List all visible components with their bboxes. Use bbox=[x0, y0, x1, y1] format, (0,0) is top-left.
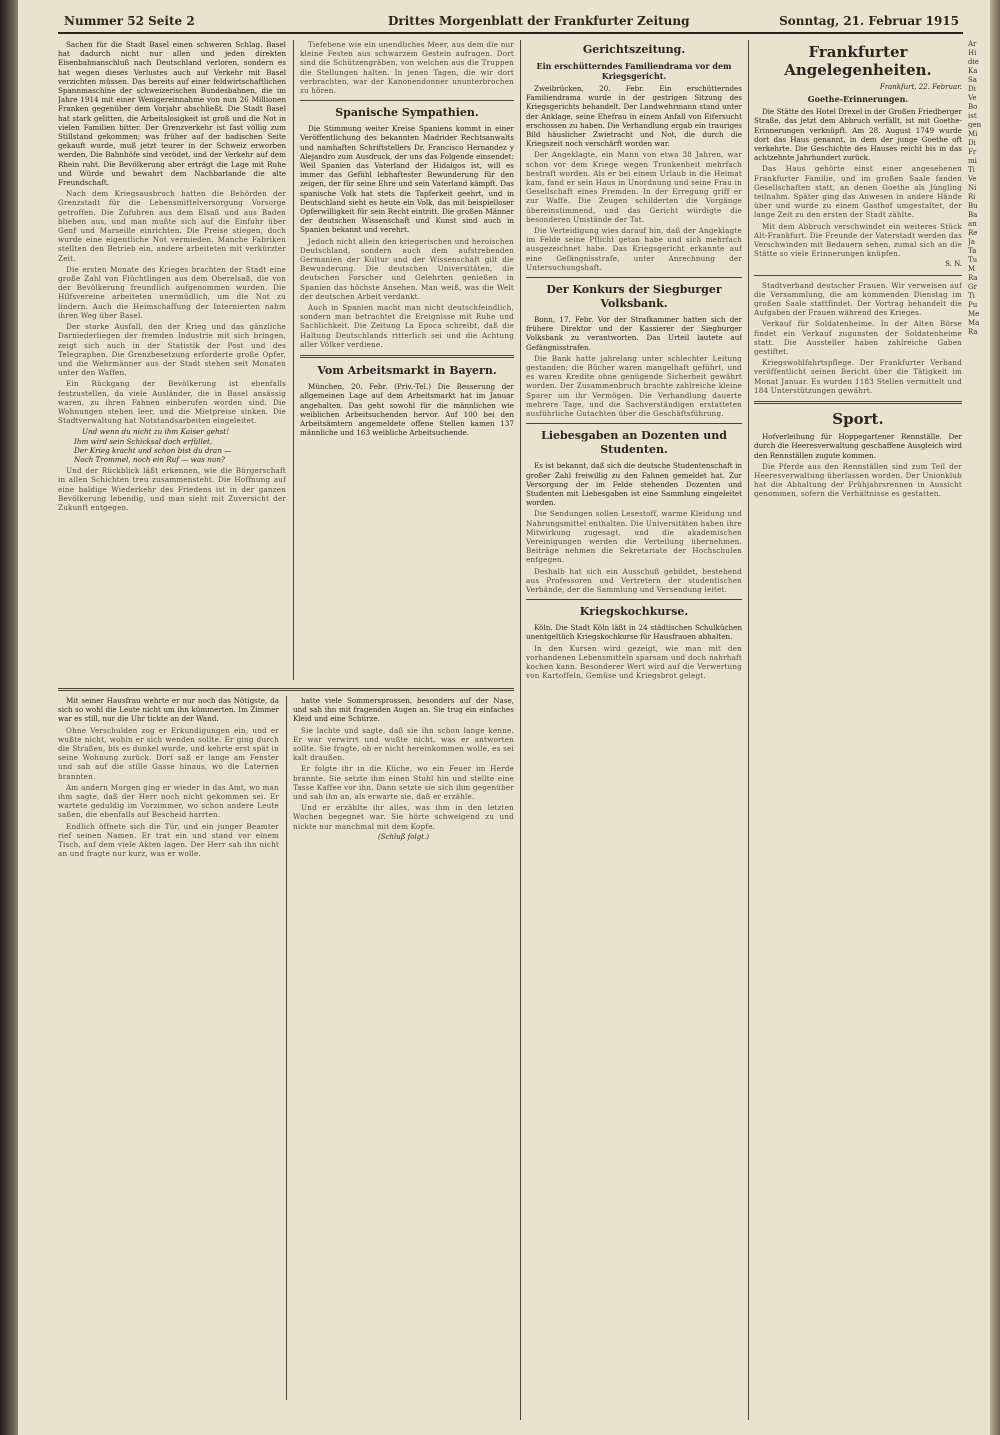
article-court-text: Zweibrücken, 20. Febr. Ein erschütterndes Familiendrama wurde in der gestrigen Sitzung des Kriegsgerichts behandelt. Der Landwehrmann stand unter der Anklage, seine Ehefrau in einem Anfall von Eifersucht erschossen zu haben. Die Verhandlung ergab ein trauriges Bild häuslicher Zwietracht und Not, die durch die Kriegszeit noch verschärft worden war. bbox=[526, 84, 742, 149]
column-court: Gerichtszeitung. Ein erschütterndes Familiendrama vor dem Kriegsgericht. Zweibrücken, 20. Febr. Ein erschütterndes Familiendrama wurde in der gestrigen Sitzung des Kriegsgerichts behandelt. Der Landwehrmann stand unter der Anklage, seine Ehefrau in einem Anfall von Eifersucht erschossen zu haben. Die Verhandlung ergab ein trauriges Bild häuslicher Zwietracht und Not, die durch die Kriegszeit noch verschärft worden war. Der Angeklagte, ein Mann von etwa 38 Jahren, war schon vor dem Kriege wegen Trunkenheit mehrfach bestraft worden. Als er bei einem Urlaub in die Heimat kam, fand er sein Haus in Unordnung und seine Frau in Gesellschaft eines Fremden. In der Erregung griff er zur Waffe. Die Zeugen schilderten die Vorgänge übereinstimmend, und das Gericht würdigte die besonderen Umstände der Tat. Die Verteidigung wies darauf hin, daß der Angeklagte im Felde seine Pflicht getan habe und sich mehrfach ausgezeichnet habe. Das Kriegsgericht erkannte auf eine Gefängnisstrafe, unter Anrechnung der Untersuchungshaft. Der Konkurs der Siegburger Volksbank. Bonn, 17. Febr. Vor der Strafkammer hatten sich der frühere Direktor und der Kassierer der Siegburger Volksbank zu verantworten. Das Urteil lautete auf Gefängnisstrafen. Die Bank hatte jahrelang unter schlechter Leitung gestanden; die Bücher waren mangelhaft geführt, und es waren Kredite ohne genügende Sicherheit gewährt worden. Der Zusammenbruch brachte zahlreiche kleine Sparer um ihr Vermögen. Die Verhandlung dauerte mehrere Tage, und die Sachverständigen erstatteten ausführliche Gutachten über die Geschäftsführung. Liebesgaben an Dozenten und Studenten. Es ist bekannt, daß sich die deutsche Studentenschaft in großer Zahl freiwillig zu den Fahnen gemeldet hat. Zur Versorgung der im Felde stehenden Dozenten und Studenten mit Liebesgaben ist eine Sammlung eingeleitet worden. Die Sendungen sollen Lesestoff, warme Kleidung und Nahrungsmittel enthalten. Die Universitäten haben ihre Mitwirkung zugesagt, und die akademischen Vereinigungen werden die Verteilung übernehmen. Beiträge nehmen die Sekretariate der Hochschulen entgegen. Deshalb hat sich ein Ausschuß gebildet, bestehend aus Professoren und Vertretern der studentischen Verbände, der die Sammlung und Versendung leitet. Kriegskochkurse. Köln. Die Stadt Köln läßt in 24 städtischen Schulküchen unentgeltlich Kriegskochkurse für Hausfrauen abhalten. In den Kursen wird gezeigt, wie man mit den vorhandenen Lebensmitteln sparsam und doch nahrhaft kochen kann. Besonderer Wert wird auf die Verwertung von Kartoffeln, Gemüse und Kriegsbrot gelegt. bbox=[526, 43, 742, 681]
section-title-sport: Sport. bbox=[832, 410, 884, 429]
article-title-gifts: Liebesgaben an Dozenten und Studenten. bbox=[541, 429, 727, 457]
article-title-court: Gerichtszeitung. bbox=[582, 43, 686, 56]
article-subtitle-goethe: Goethe-Erinnerungen. bbox=[807, 94, 909, 105]
signature: S. N. bbox=[945, 260, 962, 269]
article-title-spain: Spanische Sympathien. bbox=[335, 106, 479, 120]
book-binding bbox=[0, 0, 18, 1435]
article-basel-text: Sachen für die Stadt Basel einen schweren Schlag. Basel hat dadurch nicht nur allen und jeden direkten Eisenbahnanschluß nach Deutschland verloren, sondern es hat wegen dieses Verlustes auch auf Verkehr mit Basel verzichten müssen. Das bereits auf einer feldwirtschaftlichen Spannmaschine der schweizerischen Bundesbahnen, die im Jahre 1914 mit einer Wenigereinnahme von nun 26 Millionen Franken gegenüber dem Vorjahr abschließt. Die Stadt Basel hat stark gelitten, die Arbeitslosigkeit ist groß und die Not in vielen Familien bitter. Der Grenzverkehr ist fast völlig zum Stillstand gekommen; was früher auf der badischen Seite gekauft wurde, muß jetzt teurer in der Schweiz erworben werden. Die Bahnhöfe sind verödet, und der Verkehr auf dem Rhein ruht. Die Bevölkerung aber erträgt die Lage mit Ruhe und Würde und bewahrt dem Nachbarlande die alte Freundschaft. bbox=[58, 40, 286, 188]
article-spain-text: Die Stimmung weiter Kreise Spaniens kommt in einer Veröffentlichung des bekannten Madrider Rechtsanwalts und namhaften Schriftstellers Dr. Francisco Hernandez y Alejandro zum Ausdruck, der uns das Folgende einsendet: Weil Spanien das Vaterland der Hidalgos ist, will es immer das Gefühl lebhaftester Bewunderung für den zeigen, der für seine Ehre und sein Vaterland kämpft. Das spanische Volk hat stets die Tapferkeit geehrt, und in Deutschland sieht es heute ein Volk, das mit beispielloser Opferwilligkeit für sein Recht eintritt. Die großen Männer der deutschen Wissenschaft und Kunst sind auch in Spanien bekannt und verehrt. bbox=[300, 124, 514, 235]
article-cooking-text: Köln. Die Stadt Köln läßt in 24 städtischen Schulküchen unentgeltlich Kriegskochkurse für Hausfrauen abhalten. bbox=[526, 623, 742, 642]
page-header bbox=[58, 10, 963, 34]
feuilleton: Mit seiner Hausfrau wehrte er nur noch das Nötigste, da sich so wohl die Leute nicht um ihn kümmerten. Im Zimmer war es still, nur die Uhr tickte an der Wand. Ohne Verschulden zog er Erkundigungen ein, und er wußte nicht, wohin er sich wenden sollte. Er ging durch die Straßen, bis es dunkel wurde, und kehrte erst spät in seine Wohnung zurück. Dort saß er lange am Fenster und sah auf die stille Gasse hinaus, wo die Laternen brannten. Am andern Morgen ging er wieder in das Amt, wo man ihm sagte, daß der Herr noch nicht gekommen sei. Er wartete geduldig im Vorzimmer, wo schon andere Leute saßen, die ebenfalls auf Bescheid harrten. Endlich öffnete sich die Tür, und ein junger Beamter rief seinen Namen. Er trat ein und stand vor einem Tisch, auf dem viele Akten lagen. Der Herr sah ihn nicht an und fragte nur kurz, was er wolle. hatte viele Sommersprossen, besonders auf der Nase, und sah ihn mit fragenden Augen an. Sie trug ein einfaches Kleid und eine Schürze. Sie lachte und sagte, daß sie ihn schon lange kenne. Er war verwirrt und wußte nicht, was er antworten sollte. Sie fragte, ob er nicht hereinkommen wolle, es sei kalt draußen. Er folgte ihr in die Küche, wo ein Feuer im Herde brannte. Sie setzte ihm einen Stuhl hin und stellte eine Tasse Kaffee vor ihn. Dann setzte sie sich ihm gegenüber und sah ihn an, als erwarte sie, daß er erzähle. Und er erzählte ihr alles, was ihm in den letzten Wochen begegnet war. Sie hörte schweigend zu und nickte nur manchmal mit dem Kopfe. (Schluß folgt.) bbox=[58, 696, 514, 859]
dateline: Frankfurt, 22. Februar. bbox=[879, 83, 962, 91]
article-labor-text: München, 20. Febr. (Priv.-Tel.) Die Besserung der allgemeinen Lage auf dem Arbeitsmarkt hat im Januar angehalten. Das geht sowohl für die männlichen wie weiblichen Arbeitsuchenden hervor. Auf 100 bei den Arbeitsämtern angemeldete offene Stellen kamen 137 männliche und 163 weibliche Arbeitsuchende. bbox=[300, 382, 514, 438]
article-title-labor: Vom Arbeitsmarkt in Bayern. bbox=[317, 364, 497, 378]
article-goethe-text: Die Stätte des Hotel Drexel in der Großen Friedberger Straße, das jetzt dem Abbruch verfällt, ist mit Goethe-Erinnerungen verknüpft. Am 28. August 1749 wurde dort das Haus genannt, in dem der junge Goethe oft verkehrte. Die Geschichte des Hauses reicht bis in das achtzehnte Jahrhundert zurück. bbox=[754, 107, 962, 163]
feuilleton-right-text: hatte viele Sommersprossen, besonders auf der Nase, und sah ihn mit fragenden Augen an. Sie trug ein einfaches Kleid und eine Schürze. bbox=[293, 696, 514, 724]
article-title-cooking: Kriegskochkurse. bbox=[579, 605, 689, 619]
section-title-frankfurt: Frankfurter Angelegenheiten. bbox=[784, 43, 932, 79]
issue-date: Sonntag, 21. Februar 1915 bbox=[779, 14, 959, 28]
article-gifts-text: Es ist bekannt, daß sich die deutsche Studentenschaft in großer Zahl freiwillig zu den Fahnen gemeldet hat. Zur Versorgung der im Felde stehenden Dozenten und Studenten mit Liebesgaben ist eine Sammlung eingeleitet worden. bbox=[526, 461, 742, 508]
newspaper-page bbox=[18, 0, 990, 1435]
column-spain: Tiefebene wie ein unendliches Meer, aus dem die nur kleine Festen aus schwarzem Gestein aufragen. Dort sind die Schützengräben, von welchen aus die Truppen die Stellungen halten. In jenen Tagen, die wir dort verbrachten, war der Kanonendonner ununterbrochen zu hören. Spanische Sympathien. Die Stimmung weiter Kreise Spaniens kommt in einer Veröffentlichung des bekannten Madrider Rechtsanwalts und namhaften Schriftstellers Dr. Francisco Hernandez y Alejandro zum Ausdruck, der uns das Folgende einsendet: Weil Spanien das Vaterland der Hidalgos ist, will es immer das Gefühl lebhaftester Bewunderung für den zeigen, der für seine Ehre und sein Vaterland kämpft. Das spanische Volk hat stets die Tapferkeit geehrt, und in Deutschland sieht es heute ein Volk, das mit beispielloser Opferwilligkeit für sein Recht eintritt. Die großen Männer der deutschen Wissenschaft und Kunst sind auch in Spanien bekannt und verehrt. Jedoch nicht allein den kriegerischen und heroischen Deutschland, sondern auch dem aufstrebenden Germanien der Kultur und der Wissenschaft gilt die Bewunderung. Die deutschen Universitäten, die deutschen Forscher und Gelehrten genießen in Spanien das höchste Ansehen. Man weiß, was die Welt der deutschen Arbeit verdankt. Auch in Spanien macht man nicht deutschfeindlich, sondern man betrachtet die Ereignisse mit Ruhe und Sachlichkeit. Die Zeitung La Epoca schreibt, daß die Haltung Deutschlands ritterlich sei und die Achtung aller Völker verdiene. Vom Arbeitsmarkt in Bayern. München, 20. Febr. (Priv.-Tel.) Die Besserung der allgemeinen Lage auf dem Arbeitsmarkt hat im Januar angehalten. Das geht sowohl für die männlichen wie weiblichen Arbeitsuchenden hervor. Auf 100 bei den Arbeitsämtern angemeldete offene Stellen kamen 137 männliche und 163 weibliche Arbeitsuchende. bbox=[300, 40, 514, 438]
issue-number: Nummer 52 Seite 2 bbox=[64, 14, 195, 28]
column-frankfurt: Frankfurter Angelegenheiten. Frankfurt, 22. Februar. Goethe-Erinnerungen. Die Stätte des Hotel Drexel in der Großen Friedberger Straße, das jetzt dem Abbruch verfällt, ist mit Goethe-Erinnerungen verknüpft. Am 28. August 1749 wurde dort das Haus genannt, in dem der junge Goethe oft verkehrte. Die Geschichte des Hauses reicht bis in das achtzehnte Jahrhundert zurück. Das Haus gehörte einst einer angesehenen Frankfurter Familie, und im großen Saale fanden Gesellschaften statt, an denen Goethe als Jüngling teilnahm. Später ging das Anwesen in andere Hände über und wurde zu einem Gasthof umgestaltet, der lange Zeit zu den ersten der Stadt zählte. Mit dem Abbruch verschwindet ein weiteres Stück Alt-Frankfurt. Die Freunde der Vaterstadt werden das Verschwinden mit Bedauern sehen, zumal sich an die Stätte so viele Erinnerungen knüpfen. S. N. Stadtverband deutscher Frauen. Wir verweisen auf die Versammlung, die am kommenden Dienstag im großen Saale stattfindet. Der Vortrag behandelt die Aufgaben der Frauen während des Krieges. Verkauf für Soldatenheime. In der Alten Börse findet ein Verkauf zugunsten der Soldatenheime statt. Die Aussteller haben zahlreiche Gaben gestiftet. Kriegswohlfahrtspflege. Der Frankfurter Verband veröffentlicht seinen Bericht über die Tätigkeit im Monat Januar. Es wurden 1183 Stellen vermittelt und 184 Unterstützungen gewährt. Sport. Hofverleihung für Hoppegartener Rennställe. Der durch die Heeresverwaltung geschaffene Ausgleich wird den Rennställen zugute kommen. Die Pferde aus den Rennställen sind zum Teil der Heeresverwaltung überlassen worden. Der Unionklub hat die Abhaltung der Frühjahrsrennen in Aussicht genommen, sofern die Verhältnisse es gestatten. bbox=[754, 43, 962, 499]
article-title-bank: Der Konkurs der Siegburger Volksbank. bbox=[546, 283, 722, 311]
article-sport-text: Hofverleihung für Hoppegartener Rennställe. Der durch die Heeresverwaltung geschaffene Ausgleich wird den Rennställen zugute kommen. bbox=[754, 432, 962, 460]
to-be-continued: (Schluß folgt.) bbox=[378, 832, 429, 841]
article-bank-text: Bonn, 17. Febr. Vor der Strafkammer hatten sich der frühere Direktor und der Kassierer der Siegburger Volksbank zu verantworten. Das Urteil lautete auf Gefängnisstrafen. bbox=[526, 315, 742, 352]
feuilleton-left-text: Mit seiner Hausfrau wehrte er nur noch das Nötigste, da sich so wohl die Leute nicht um ihn kümmerten. Im Zimmer war es still, nur die Uhr tickte an der Wand. bbox=[58, 696, 279, 724]
adjacent-page-strip: Ar Hi die Ka Sa Di Ve Bo ist gen Mi Di Fr mi Ti Ve Ni Ri Bu Ba an Re Ja Ta Tu M Ra Gr Ti Pu Me Ma Ra bbox=[968, 40, 982, 336]
column-basel: Sachen für die Stadt Basel einen schweren Schlag. Basel hat dadurch nicht nur allen und jeden direkten Eisenbahnanschluß nach Deutschland verloren, sondern es hat wegen dieses Verlustes auch auf Verkehr mit Basel verzichten müssen. Das bereits auf einer feldwirtschaftlichen Spannmaschine der schweizerischen Bundesbahnen, die im Jahre 1914 mit einer Wenigereinnahme von nun 26 Millionen Franken gegenüber dem Vorjahr abschließt. Die Stadt Basel hat stark gelitten, die Arbeitslosigkeit ist groß und die Not in vielen Familien bitter. Der Grenzverkehr ist fast völlig zum Stillstand gekommen; was früher auf der badischen Seite gekauft wurde, muß jetzt teurer in der Schweiz erworben werden. Die Bahnhöfe sind verödet, und der Verkehr auf dem Rhein ruht. Die Bevölkerung aber erträgt die Lage mit Ruhe und Würde und bewahrt dem Nachbarlande die alte Freundschaft. Nach dem Kriegsausbruch hatten die Behörden der Grenzstadt für die Lebensmittelversorgung Vorsorge getroffen. Die Zufuhren aus dem Elsaß und aus Baden blieben aus, und man mußte sich auf die Einfuhr über Genf und Marseille einrichten. Die Preise stiegen, doch wurde eine eigentliche Not vermieden. Manche Fabriken stellten den Betrieb ein, andere arbeiteten mit verkürzter Zeit. Die ersten Monate des Krieges brachten der Stadt eine große Zahl von Flüchtlingen aus dem Oberelsaß, die von der Bevölkerung freundlich aufgenommen wurden. Die Hilfsvereine arbeiteten unermüdlich, um die Not zu lindern. Auch die Heimschaffung der Internierten nahm ihren Weg über Basel. Der starke Ausfall, den der Krieg und das gänzliche Darniederliegen der fremden Industrie mit sich bringen, zeigt sich auch in der Statistik der Post und des Telegraphen. Die Grenzbesetzung erforderte große Opfer, und die Wehrmänner aus der Stadt stehen seit Monaten unter den Waffen. Ein Rückgang der Bevölkerung ist ebenfalls festzustellen, da viele Ausländer, die in Basel ansässig waren, zu ihren Fahnen einberufen worden sind. Die Wohnungen stehen leer, und die Mietpreise sinken. Die Stadtverwaltung hat Notstandsarbeiten eingeleitet. Und wenn du nicht zu ihm Kaiser gehst! Ihm wird sein Schicksal doch erfüllet, Der Krieg kracht und schon bist du dran — Noch Trommel, noch ein Ruf — was nun? Und der Rückblick läßt erkennen, wie die Bürgerschaft in allen Schichten treu zusammensteht. Die Hoffnung auf eine baldige Wiederkehr des Friedens ist in der ganzen Bevölkerung lebendig, und man sieht mit Zuversicht der Zukunft entgegen. bbox=[58, 40, 286, 512]
paper-title: Drittes Morgenblatt der Frankfurter Zeitung bbox=[388, 14, 690, 28]
page-edge bbox=[990, 0, 1000, 1435]
article-subtitle-court: Ein erschütterndes Familiendrama vor dem Kriegsgericht. bbox=[536, 61, 732, 81]
poem-verse: Und wenn du nicht zu ihm Kaiser gehst! Ihm wird sein Schicksal doch erfüllet, Der Krieg kracht und schon bist du dran — Noch Trommel, noch ein Ruf — was nun? bbox=[74, 427, 232, 464]
